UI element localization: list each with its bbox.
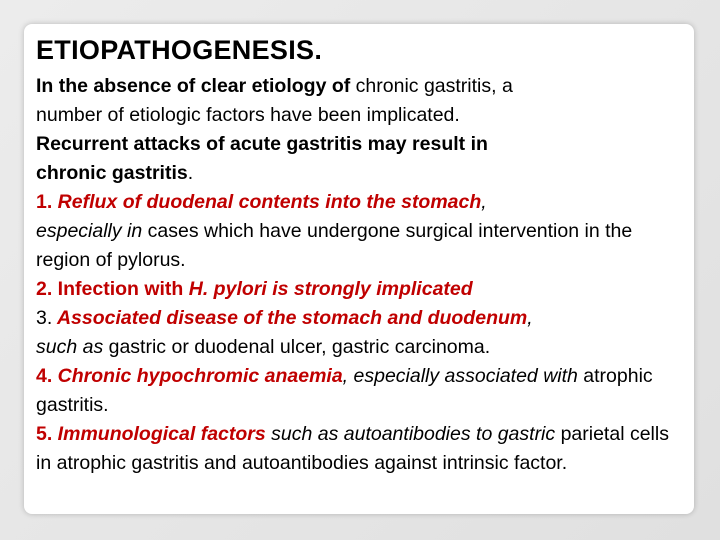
point-1-number: 1. xyxy=(36,191,53,213)
intro-line2: number of etiologic factors have been implicated. xyxy=(36,104,460,126)
point-3-text: gastric or duodenal ulcer, gastric carcinoma. xyxy=(103,336,491,358)
point-1-italic: especially in xyxy=(36,220,143,242)
point-5-text: parietal cells in atrophic gastritis and autoantibodies against intrinsic factor. xyxy=(36,423,669,474)
intro-bold-lead: In the absence of clear etiology of xyxy=(36,75,351,97)
point-1-text: cases which have undergone surgical intervention in the region of pylorus. xyxy=(36,220,633,271)
intro-paragraph xyxy=(36,72,682,188)
intro-line4-end: . xyxy=(187,162,194,184)
point-5-number: 5. xyxy=(36,423,53,445)
point-4-heading: Chronic hypochromic anaemia xyxy=(52,365,343,387)
point-1-sep: , xyxy=(481,191,487,213)
point-2-number: 2. xyxy=(36,278,53,300)
point-3-number: 3. xyxy=(36,307,53,329)
point-3-heading: Associated disease of the stomach and duodenum xyxy=(52,307,528,329)
content-card xyxy=(24,24,694,514)
point-5-heading: Immunological factors xyxy=(52,423,266,445)
point-1-heading: Reflux of duodenal contents into the stomach xyxy=(52,191,482,213)
point-5 xyxy=(36,420,682,478)
intro-rest-line1: chronic gastritis, a xyxy=(350,75,513,97)
point-4-text: atrophic gastritis. xyxy=(36,365,653,416)
point-5-italic: such as autoantibodies to gastric xyxy=(265,423,556,445)
point-2-heading-a: Infection with xyxy=(52,278,189,300)
point-4-italic: , especially associated with xyxy=(342,365,578,387)
intro-bold-line4: chronic gastritis xyxy=(36,162,188,184)
intro-bold-line3: Recurrent attacks of acute gastritis may result in xyxy=(36,133,488,155)
point-4-number: 4. xyxy=(36,365,53,387)
point-1 xyxy=(36,188,682,275)
slide-title: ETIOPATHOGENESIS. xyxy=(36,35,323,65)
point-3-italic: such as xyxy=(36,336,104,358)
point-3-sep: , xyxy=(527,307,533,329)
point-4 xyxy=(36,362,682,420)
point-2-heading-b: H. pylori is strongly implicated xyxy=(188,278,473,300)
point-2 xyxy=(36,275,682,304)
slide-body xyxy=(36,72,682,478)
point-3 xyxy=(36,304,682,362)
